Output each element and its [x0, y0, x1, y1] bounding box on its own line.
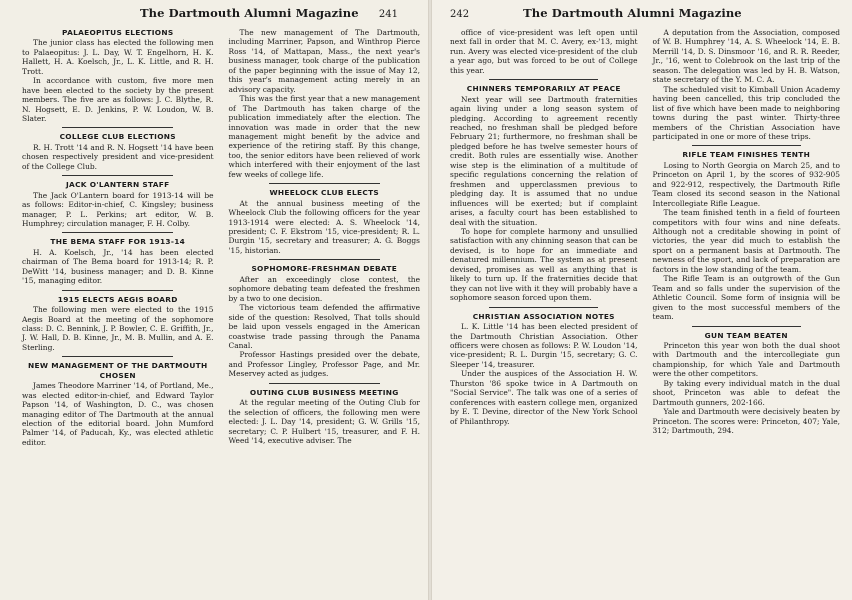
article	[450, 79, 638, 302]
article-heading: CHINNERS TEMPORARILY AT PEACE	[466, 84, 621, 94]
article	[22, 290, 214, 353]
article-paragraph: Next year will see Dartmouth fraternities again living under a long season system of pledging. According to agreement recently reached, no freshman shall be pledged before February 21; furthermore, no freshman shall be pledged before he has twelve semester hours of credit. Both rules are essentially wise. Another wise step is the elimination of a multitude of specific regulations concerning the relation of freshmen and upperclassmen previous to pledging day. It is assumed that no undue influences will be exerted; but if complaint arises, a faculty court has been established to deal with the situation.	[450, 94, 638, 227]
article-heading: JACK O'LANTERN STAFF	[66, 180, 170, 190]
right-page	[430, 0, 852, 600]
article-paragraph: L. K. Little '14 has been elected president of the Dartmouth Christian Association. Other officers were chosen as follows: P. W. Loudon '14, vice-president; R. L. Durgin '15, secretary; G. C. Sleeper '14, treasurer.	[450, 322, 638, 369]
article-paragraph: A deputation from the Association, composed of W. B. Humphrey '14, A. S. Wheelock '14, E. B. Merrill '14, D. S. Dinsmoor '16, and R. R. Reeder, Jr., '16, went to Colebrook on the last trip of the season. The delegation was led by H. B. Watson, state secretary of the Y. M. C. A.	[652, 28, 840, 85]
article-paragraph: James Theodore Marriner '14, of Portland, Me., was elected editor-in-chief, and Edward Taylor Papson '14, of Washington, D. C., was chosen managing editor of The Dartmouth at the annual election of the editorial board. John Mumford Palmer '14, of Paducah, Ky., was elected athletic editor.	[22, 381, 214, 447]
section-divider	[62, 232, 173, 233]
article	[22, 175, 214, 228]
article-paragraph: The new management of The Dartmouth, including Marriner, Papson, and Winthrop Pierce Ross '14, of Mattapan, Mass., the next year's business manager, took charge of the publication of the paper beginning with the issue of May 12, this year's management acting merely in an advisory capacity.	[228, 28, 420, 94]
section-divider	[62, 175, 173, 176]
page-number: 241	[378, 9, 398, 20]
magazine-title: The Dartmouth Alumni Magazine	[140, 6, 359, 20]
article-paragraph: In accordance with custom, five more men have been elected to the society by the present members. The five are as follows: J. C. Blythe, R. N. Hogsett, E. D. Jenkins, P. W. Loudon, W. B. Slater.	[22, 76, 214, 124]
article	[22, 28, 214, 123]
article-heading: OUTING CLUB BUSINESS MEETING	[249, 387, 399, 397]
left-column-1	[22, 28, 214, 447]
article-paragraph: To hope for complete harmony and unsullied satisfaction with any chinning season that can be devised, is to hope for an immediate and denatured millennium. The system as at present devised, promises as well as anything that is likely to turn up. If the fraternities decide that they can not live with it they will probably have a sophomore season forced upon them.	[450, 227, 638, 303]
section-divider	[269, 259, 380, 260]
left-column-2	[229, 28, 421, 447]
section-divider	[489, 307, 598, 308]
section-divider	[62, 290, 173, 291]
article-paragraph: The Rifle Team is an outgrowth of the Gun Team and so falls under the supervision of the Athletic Council. Some form of insignia will be given to the most successful members of the team.	[652, 274, 840, 322]
article-paragraph: Princeton this year won both the dual shoot with Dartmouth and the intercollegiate gun championship, for which Yale and Dartmouth were the other competitors.	[652, 340, 840, 379]
article	[229, 183, 421, 255]
section-divider	[692, 145, 801, 146]
right-column-2	[653, 28, 841, 435]
article-paragraph: After an exceedingly close contest, the sophomore debating team defeated the freshmen by a two to one decision.	[228, 274, 420, 303]
article-paragraph: The team finished tenth in a field of fourteen competitors with four wins and nine defeats. Although not a creditable showing in point of victories, the year did much to establish the sport on a permanent basis at Dartmouth. The newness of the sport, and lack of preparation are factors in the low standing of the team.	[652, 208, 840, 274]
article	[450, 307, 638, 426]
article-paragraph: H. A. Koelsch, Jr., '14 has been elected chairman of The Bema board for 1913-14; R. P. DeWitt '14, business manager; and D. B. Kinne '15, managing editor.	[22, 247, 214, 286]
article	[229, 383, 421, 446]
article-paragraph: This was the first year that a new management of The Dartmouth has taken charge of the publication immediately after the election. The innovation was made in order that the new management might benefit by the advice and experience of the retiring staff. By this change, too, the senior editors have been relieved of work which interfered with their enjoyment of the last few weeks of college life.	[228, 94, 420, 179]
section-divider	[62, 356, 173, 357]
article-heading: COLLEGE CLUB ELECTIONS	[59, 132, 176, 142]
section-divider	[692, 326, 801, 327]
running-head-left	[22, 6, 420, 28]
article-paragraph: The Jack O'Lantern board for 1913-14 will be as follows: Editor-in-chief, C. Kingsley; business manager, P. L. Perkins; art editor, W. B. Humphrey; circulation manager, F. H. Colby.	[22, 190, 214, 229]
article-paragraph: At the regular meeting of the Outing Club for the selection of officers, the following men were elected: J. L. Day '14, president; G. W. Grills '15, secretary; C. P. Hulbert '15, treasurer, and F. H. Weed '14, executive adviser. The	[228, 398, 420, 445]
article-paragraph: Under the auspices of the Association H. W. Thurston '86 spoke twice in A Dartmouth on "Social Service". The talk was one of a series of conferences with eastern college men, organized by E. T. Devine, director of the New York School of Philanthropy.	[450, 369, 638, 426]
article	[450, 28, 638, 75]
article-heading: GUN TEAM BEATEN	[704, 330, 788, 340]
right-columns	[450, 28, 840, 435]
article	[653, 28, 841, 141]
section-divider	[489, 79, 598, 80]
article-heading: CHRISTIAN ASSOCIATION NOTES	[472, 311, 615, 321]
article	[229, 28, 421, 179]
right-column-1	[450, 28, 638, 435]
article	[653, 145, 841, 321]
article-paragraph: office of vice-president was left open until next fall in order that M. C. Avery, ex-'13, might run. Avery was elected vice-president of the club a year ago, but was forced to be out of College this year.	[450, 28, 638, 75]
article-heading: 1915 ELECTS AEGIS BOARD	[57, 294, 178, 304]
article-heading: THE BEMA STAFF FOR 1913-14	[50, 237, 186, 247]
article	[653, 326, 841, 436]
page-gutter	[428, 0, 432, 600]
article-paragraph: Yale and Dartmouth were decisively beaten by Princeton. The scores were: Princeton, 407; Yale, 312; Dartmouth, 294.	[652, 407, 840, 436]
section-divider	[269, 183, 380, 184]
article-paragraph: By taking every individual match in the dual shoot, Princeton was able to defeat the Dartmouth gunners, 202-166.	[652, 378, 840, 407]
article-heading: PALAEOPITUS ELECTIONS	[62, 28, 174, 37]
article-paragraph: Professor Hastings presided over the debate, and Professor Lingley, Professor Page, and Mr. Meservey acted as judges.	[228, 350, 420, 379]
article-paragraph: The scheduled visit to Kimball Union Academy having been cancelled, this trip concluded the list of five which have been made to neighboring towns during the past winter. Thirty-three members of the Christian Association have participated in one or more of these trips.	[652, 84, 840, 141]
article-paragraph: The junior class has elected the following men to Palaeopitus: J. L. Day, W. T. Engelhorn, H. K. Hallett, H. A. Koelsch, Jr., L. K. Little, and R. H. Trott.	[22, 38, 214, 76]
article	[22, 356, 214, 447]
running-head-right	[450, 6, 840, 28]
article	[22, 232, 214, 285]
section-divider	[269, 383, 380, 384]
article-paragraph: The following men were elected to the 1915 Aegis Board at the meeting of the sophomore class: D. C. Bennink, J. P. Bowler, C. E. Griffith, Jr., J. W. Hall, D. B. Kinne, Jr., M. B. Mullin, and A. E. Sterling.	[22, 305, 214, 352]
section-divider	[62, 127, 173, 128]
article-heading: SOPHOMORE-FRESHMAN DEBATE	[251, 264, 398, 274]
article-heading: NEW MANAGEMENT OF THE DARTMOUTH CHOSEN	[28, 361, 208, 380]
page-number: 242	[450, 9, 470, 20]
left-columns	[22, 28, 420, 447]
article-paragraph: At the annual business meeting of the Wheelock Club the following officers for the year 1913-1914 were elected: A. S. Wheelock '14, president; C. F. Ekstrom '15, vice-president; R. L. Durgin '15, secretary and treasurer; A. G. Boggs '15, historian.	[228, 198, 420, 255]
article	[229, 259, 421, 378]
article	[22, 127, 214, 171]
article-paragraph: R. H. Trott '14 and R. N. Hogsett '14 have been chosen respectively president and vice-president of the College Club.	[22, 142, 214, 171]
article-heading: RIFLE TEAM FINISHES TENTH	[682, 150, 811, 160]
article-heading: WHEELOCK CLUB ELECTS	[269, 188, 380, 198]
article-paragraph: Losing to North Georgia on March 25, and to Princeton on April 1, by the scores of 932-905 and 922-912, respectively, the Dartmouth Rifle Team closed its second season in the National Intercollegiate Rifle League.	[652, 160, 840, 208]
article-paragraph: The victorious team defended the affirmative side of the question: Resolved, That tolls should be laid upon vessels engaged in the American coastwise trade passing through the Panama Canal.	[228, 303, 420, 350]
magazine-title: The Dartmouth Alumni Magazine	[523, 6, 742, 20]
